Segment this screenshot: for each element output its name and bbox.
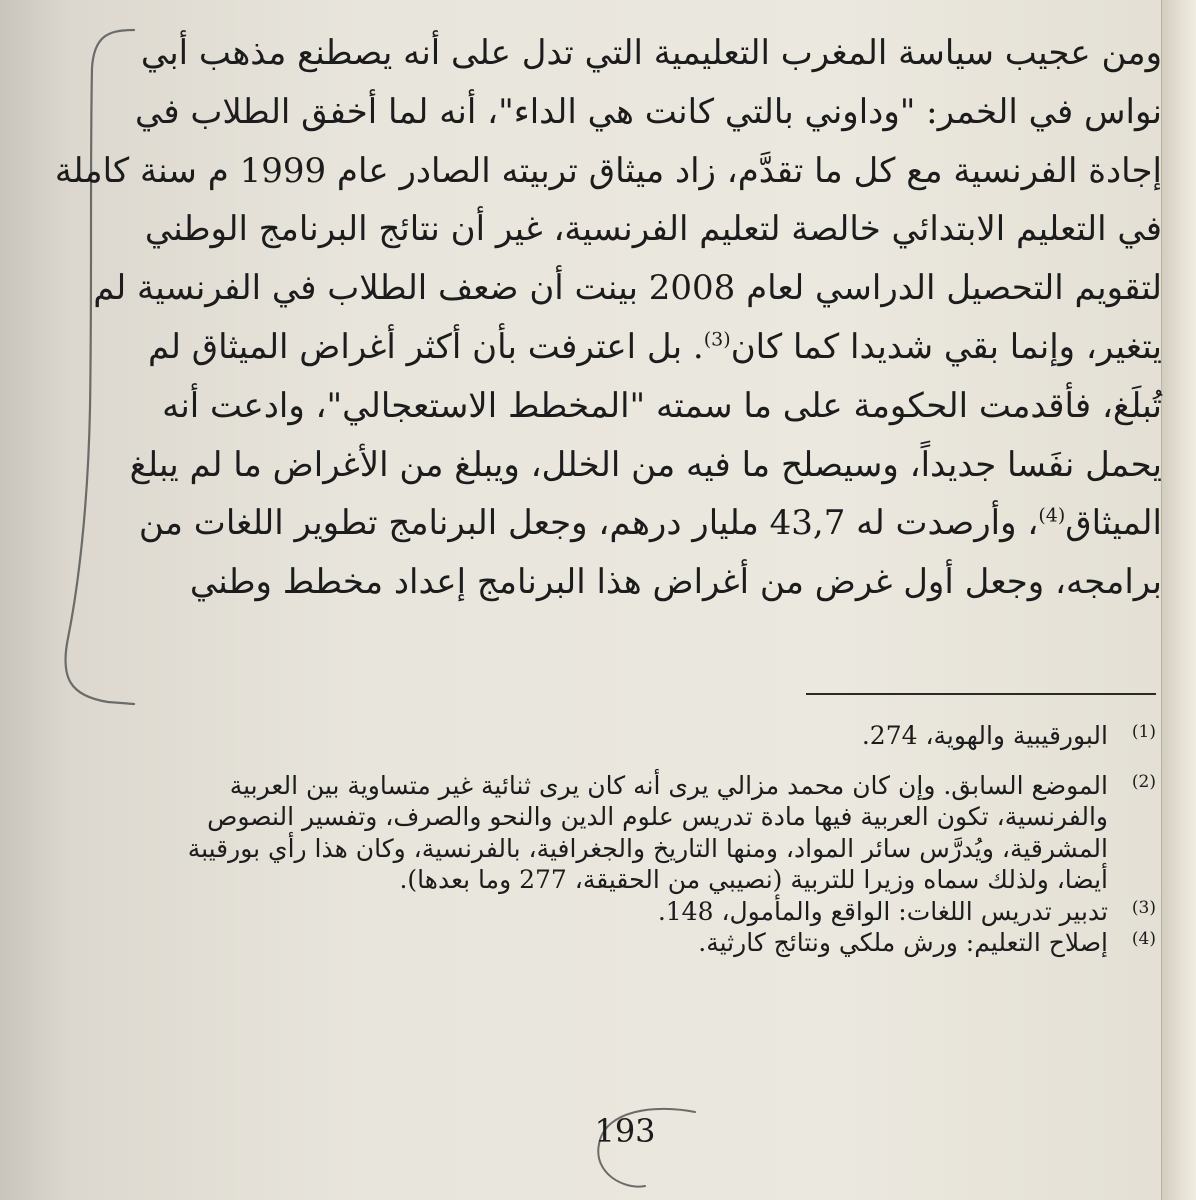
text-line	[112, 318, 1162, 377]
text-line: لتقويم التحصيل الدراسي لعام 2008 بينت أن ضعف الطلاب في الفرنسية لم	[93, 268, 1162, 309]
footnotes	[120, 720, 1156, 959]
page-number: 193	[594, 1112, 656, 1150]
text-line	[112, 494, 1162, 553]
footnote-2	[120, 770, 1156, 802]
main-text	[54, 24, 1162, 612]
footnote-3	[120, 896, 1156, 928]
footnote-text: البورقيبية والهوية، 274.	[861, 721, 1108, 750]
page-edge	[1161, 0, 1196, 1200]
footnote-separator	[806, 693, 1156, 695]
text-segment: . بل اعترفت بأن أكثر أغراض الميثاق لم	[147, 326, 704, 367]
footnote-2-line: المشرقية، ويُدرَّس سائر المواد، ومنها التاريخ والجغرافية، بالفرنسية، وكان هذا رأي بورقيبة	[187, 833, 1108, 863]
text-line: نواس في الخمر: "وداوني بالتي كانت هي الداء"، أنه لما أخفق الطلاب في	[134, 91, 1162, 132]
footnote-number: (2)	[1131, 771, 1156, 792]
footnote-number: (3)	[1131, 897, 1156, 918]
text-line: ومن عجيب سياسة المغرب التعليمية التي تدل على أنه يصطنع مذهب أبي	[140, 33, 1162, 73]
text-segment: يتغير، وإنما بقي شديدا كما كان	[730, 326, 1162, 367]
footnote-ref: (4)	[1038, 505, 1066, 528]
text-segment: الميثاق	[1065, 503, 1162, 544]
footnote-2-line: أيضا، ولذلك سماه وزيرا للتربية (نصيبي من الحقيقة، 277 وما بعدها).	[399, 865, 1108, 894]
footnote-1	[120, 720, 1156, 752]
footnote-2-line: والفرنسية، تكون العربية فيها مادة تدريس علوم الدين والنحو والصرف، وتفسير النصوص	[207, 802, 1108, 831]
footnote-number: (1)	[1131, 722, 1156, 742]
text-line: يحمل نفَسا جديداً، وسيصلح ما فيه من الخلل، ويبلغ من الأغراض ما لم يبلغ	[129, 444, 1162, 485]
footnote-number: (4)	[1131, 929, 1156, 949]
text-line: في التعليم الابتدائي خالصة لتعليم الفرنسية، غير أن نتائج البرنامج الوطني	[144, 209, 1162, 250]
footnote-text: إصلاح التعليم: ورش ملكي ونتائج كارثية.	[698, 928, 1108, 957]
text-line: إجادة الفرنسية مع كل ما تقدَّم، زاد ميثاق تربيته الصادر عام 1999 م سنة كاملة	[54, 150, 1162, 191]
text-line: برامجه، وجعل أول غرض من أغراض هذا البرنامج إعداد مخطط وطني	[189, 562, 1162, 603]
text-segment: ، وأرصدت له 43,7 مليار درهم، وجعل البرنامج تطوير اللغات من	[138, 503, 1039, 544]
footnote-text: الموضع السابق. وإن كان محمد مزالي يرى أنه كان يرى ثنائية غير متساوية بين العربية	[229, 770, 1108, 800]
footnote-ref: (3)	[703, 328, 731, 351]
footnote-4	[120, 927, 1156, 959]
footnote-text: تدبير تدريس اللغات: الواقع والمأمول، 148.	[657, 896, 1108, 926]
text-line: تُبلَغ، فأقدمت الحكومة على ما سمته "المخطط الاستعجالي"، وادعت أنه	[162, 385, 1162, 426]
